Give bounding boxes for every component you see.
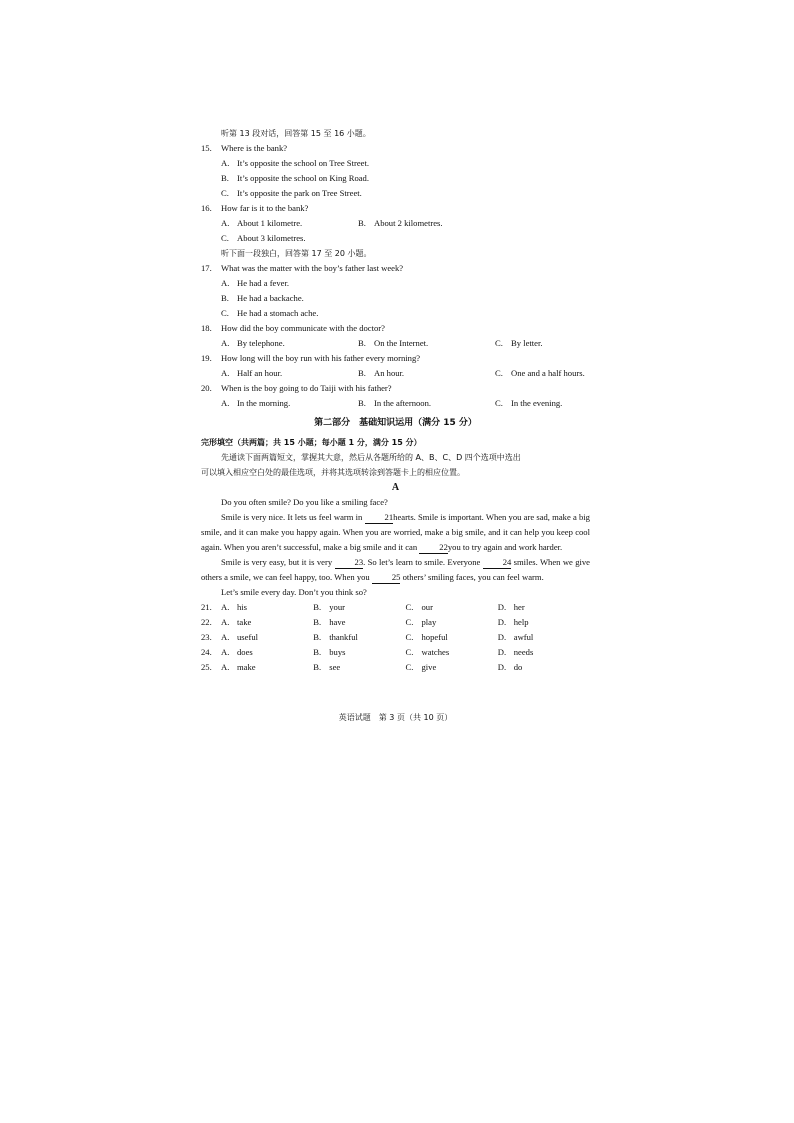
option-text: our (421, 602, 433, 612)
question-17 (201, 261, 590, 276)
option-letter: A. (221, 218, 230, 228)
cloze-instruction-1: 先通读下面两篇短文，掌握其大意，然后从各题所给的 A、B、C、D 四个选项中选出 (221, 453, 521, 462)
option-letter: A. (221, 398, 230, 408)
option-letter: B. (313, 617, 322, 627)
option-row (201, 156, 590, 171)
text-run: Smile is very easy, but it is very (221, 557, 335, 567)
option-row (201, 171, 590, 186)
question-text: What was the matter with the boy’s father last week? (221, 263, 404, 273)
question-text: When is the boy going to do Taiji with his father? (221, 383, 392, 393)
option-b (358, 396, 495, 411)
section-title: 第二部分 基础知识运用（满分 15 分） (314, 418, 477, 428)
choice-c (406, 645, 498, 660)
option-letter: B. (358, 338, 366, 348)
instruction-monologue: 听下面一段独白，回答第 17 至 20 小题。 (221, 249, 372, 258)
option-text: take (237, 617, 252, 627)
option-b (358, 216, 443, 231)
option-letter: D. (497, 662, 507, 672)
option-letter: A. (221, 647, 230, 657)
option-letter: B. (313, 647, 322, 657)
option-letter: D. (497, 647, 507, 657)
option-row (201, 396, 590, 411)
option-text: He had a stomach ache. (237, 308, 319, 318)
text-run: . So let’s learn to smile. Everyone (363, 557, 483, 567)
choice-c (406, 600, 498, 615)
question-number: 21. (201, 602, 212, 612)
option-text: your (329, 602, 346, 612)
option-a (221, 396, 358, 411)
choice-row-21 (201, 600, 590, 615)
option-letter: C. (495, 368, 503, 378)
option-text: It’s opposite the school on Tree Street. (237, 158, 369, 168)
option-row (201, 276, 590, 291)
option-row (201, 336, 590, 351)
option-letter: A. (221, 368, 230, 378)
question-text: How did the boy communicate with the doctor? (221, 323, 385, 333)
option-letter: C. (221, 188, 229, 198)
option-text: Half an hour. (237, 368, 283, 378)
option-text: About 2 kilometres. (374, 218, 443, 228)
option-text: By telephone. (237, 338, 285, 348)
option-text: does (237, 647, 253, 657)
option-letter: B. (358, 368, 366, 378)
option-text: One and a half hours. (511, 368, 585, 378)
option-text: About 3 kilometres. (237, 233, 306, 243)
option-letter: D. (497, 617, 507, 627)
text-run: Smile is very nice. It lets us feel warm in (221, 512, 365, 522)
choice-d (498, 600, 590, 615)
passage-paragraph-4: Let’s smile every day. Don’t you think so? (221, 587, 367, 597)
option-text: By letter. (511, 338, 543, 348)
option-letter: B. (313, 602, 322, 612)
option-text: hopeful (421, 632, 448, 642)
option-b (358, 366, 495, 381)
option-letter: C. (221, 308, 229, 318)
option-a (221, 336, 358, 351)
option-letter: C. (405, 662, 414, 672)
option-letter: B. (358, 398, 366, 408)
blank-25: 25 (372, 572, 401, 584)
option-row (201, 216, 590, 231)
option-text: give (421, 662, 437, 672)
question-text: Where is the bank? (221, 143, 288, 153)
choice-d (498, 630, 590, 645)
cloze-instruction-2: 可以填入相应空白处的最佳选项，并将其选项转涂到答题卡上的相应位置。 (201, 468, 465, 477)
option-a (221, 366, 358, 381)
option-letter: C. (495, 338, 503, 348)
option-letter: C. (405, 647, 414, 657)
choice-a (221, 630, 313, 645)
blank-22: 22 (419, 542, 448, 554)
option-text: have (329, 617, 346, 627)
option-text: his (237, 602, 248, 612)
question-20 (201, 381, 590, 396)
option-row (201, 186, 590, 201)
option-text: About 1 kilometre. (237, 218, 303, 228)
page-footer: 英语试题 第 3 页（共 10 页） (338, 713, 453, 722)
question-number: 23. (201, 632, 212, 642)
option-a (221, 216, 358, 231)
blank-23: 23 (335, 557, 364, 569)
choice-d (498, 615, 590, 630)
option-text: awful (513, 632, 534, 642)
option-text: useful (237, 632, 259, 642)
choice-c (406, 630, 498, 645)
choice-b (313, 615, 405, 630)
option-letter: C. (221, 233, 229, 243)
option-letter: D. (497, 632, 507, 642)
option-text: see (329, 662, 341, 672)
cloze-heading: 完形填空（共两篇；共 15 小题；每小题 1 分，满分 15 分） (201, 438, 422, 447)
passage-label: A (391, 482, 400, 493)
question-19 (201, 351, 590, 366)
question-number: 15. (201, 143, 212, 153)
option-text: He had a backache. (237, 293, 304, 303)
option-text: It’s opposite the school on King Road. (237, 173, 369, 183)
question-16 (201, 201, 590, 216)
choice-row-25 (201, 660, 590, 675)
option-row (201, 306, 590, 321)
option-letter: C. (495, 398, 503, 408)
text-run: others’ smiling faces, you can feel warm. (400, 572, 544, 582)
option-letter: A. (221, 662, 230, 672)
option-text: On the Internet. (374, 338, 429, 348)
question-number: 25. (201, 662, 212, 672)
option-letter: B. (221, 293, 229, 303)
option-letter: C. (405, 632, 414, 642)
choice-row-23 (201, 630, 590, 645)
option-text: her (513, 602, 525, 612)
option-text: help (513, 617, 529, 627)
option-c (495, 396, 590, 411)
question-text: How far is it to the bank? (221, 203, 309, 213)
option-text: In the evening. (511, 398, 563, 408)
choice-d (498, 645, 590, 660)
choice-c (406, 615, 498, 630)
option-letter: A. (221, 278, 230, 288)
option-letter: A. (221, 338, 230, 348)
option-text: make (237, 662, 256, 672)
option-letter: B. (221, 173, 229, 183)
choice-b (313, 600, 405, 615)
choice-b (313, 660, 405, 675)
passage-paragraph-2 (201, 510, 590, 555)
question-number: 17. (201, 263, 212, 273)
option-text: buys (329, 647, 346, 657)
option-letter: B. (313, 662, 322, 672)
question-number: 24. (201, 647, 212, 657)
option-b (358, 336, 495, 351)
choice-c (406, 660, 498, 675)
option-letter: A. (221, 158, 230, 168)
option-letter: A. (221, 632, 230, 642)
option-text: In the afternoon. (374, 398, 432, 408)
passage-paragraph-3 (201, 555, 590, 585)
choice-row-24 (201, 645, 590, 660)
option-row (201, 366, 590, 381)
choice-row-22 (201, 615, 590, 630)
option-letter: A. (221, 617, 230, 627)
text-run: smiles. When we give others a smile, we can feel happy, too. When you (201, 557, 590, 582)
passage-paragraph-1: Do you often smile? Do you like a smiling face? (221, 497, 388, 507)
choice-d (498, 660, 590, 675)
option-text: do (513, 662, 523, 672)
choice-a (221, 645, 313, 660)
option-text: thankful (329, 632, 358, 642)
option-text: watches (421, 647, 450, 657)
option-text: needs (513, 647, 534, 657)
question-number: 19. (201, 353, 212, 363)
choice-b (313, 645, 405, 660)
question-number: 20. (201, 383, 212, 393)
choice-a (221, 600, 313, 615)
option-letter: B. (358, 218, 366, 228)
question-number: 16. (201, 203, 212, 213)
question-number: 18. (201, 323, 212, 333)
choice-a (221, 660, 313, 675)
question-15 (201, 141, 590, 156)
option-text: It’s opposite the park on Tree Street. (237, 188, 362, 198)
option-text: play (421, 617, 437, 627)
instruction-13: 听第 13 段对话，回答第 15 至 16 小题。 (221, 129, 371, 138)
option-text: In the morning. (237, 398, 291, 408)
option-letter: A. (221, 602, 230, 612)
option-letter: D. (497, 602, 507, 612)
question-number: 22. (201, 617, 212, 627)
option-row (201, 231, 590, 246)
option-text: He had a fever. (237, 278, 290, 288)
option-c (495, 336, 590, 351)
option-letter: C. (405, 617, 414, 627)
blank-21: 21 (365, 512, 394, 524)
choice-b (313, 630, 405, 645)
text-run: you to try again and work harder. (447, 542, 563, 552)
option-text: An hour. (374, 368, 405, 378)
option-row (201, 291, 590, 306)
question-18 (201, 321, 590, 336)
option-c (495, 366, 590, 381)
text-run: hearts. Smile is important. When you are sad, make a big smile, and it can make you happy again. When you are worried, make a big smile, and it can help you keep cool again. When you aren’t successful, make a big smile and it can (201, 512, 590, 552)
option-letter: B. (313, 632, 322, 642)
page-content (201, 126, 590, 675)
question-text: How long will the boy run with his father every morning? (221, 353, 421, 363)
option-letter: C. (405, 602, 414, 612)
choice-a (221, 615, 313, 630)
blank-24: 24 (483, 557, 512, 569)
